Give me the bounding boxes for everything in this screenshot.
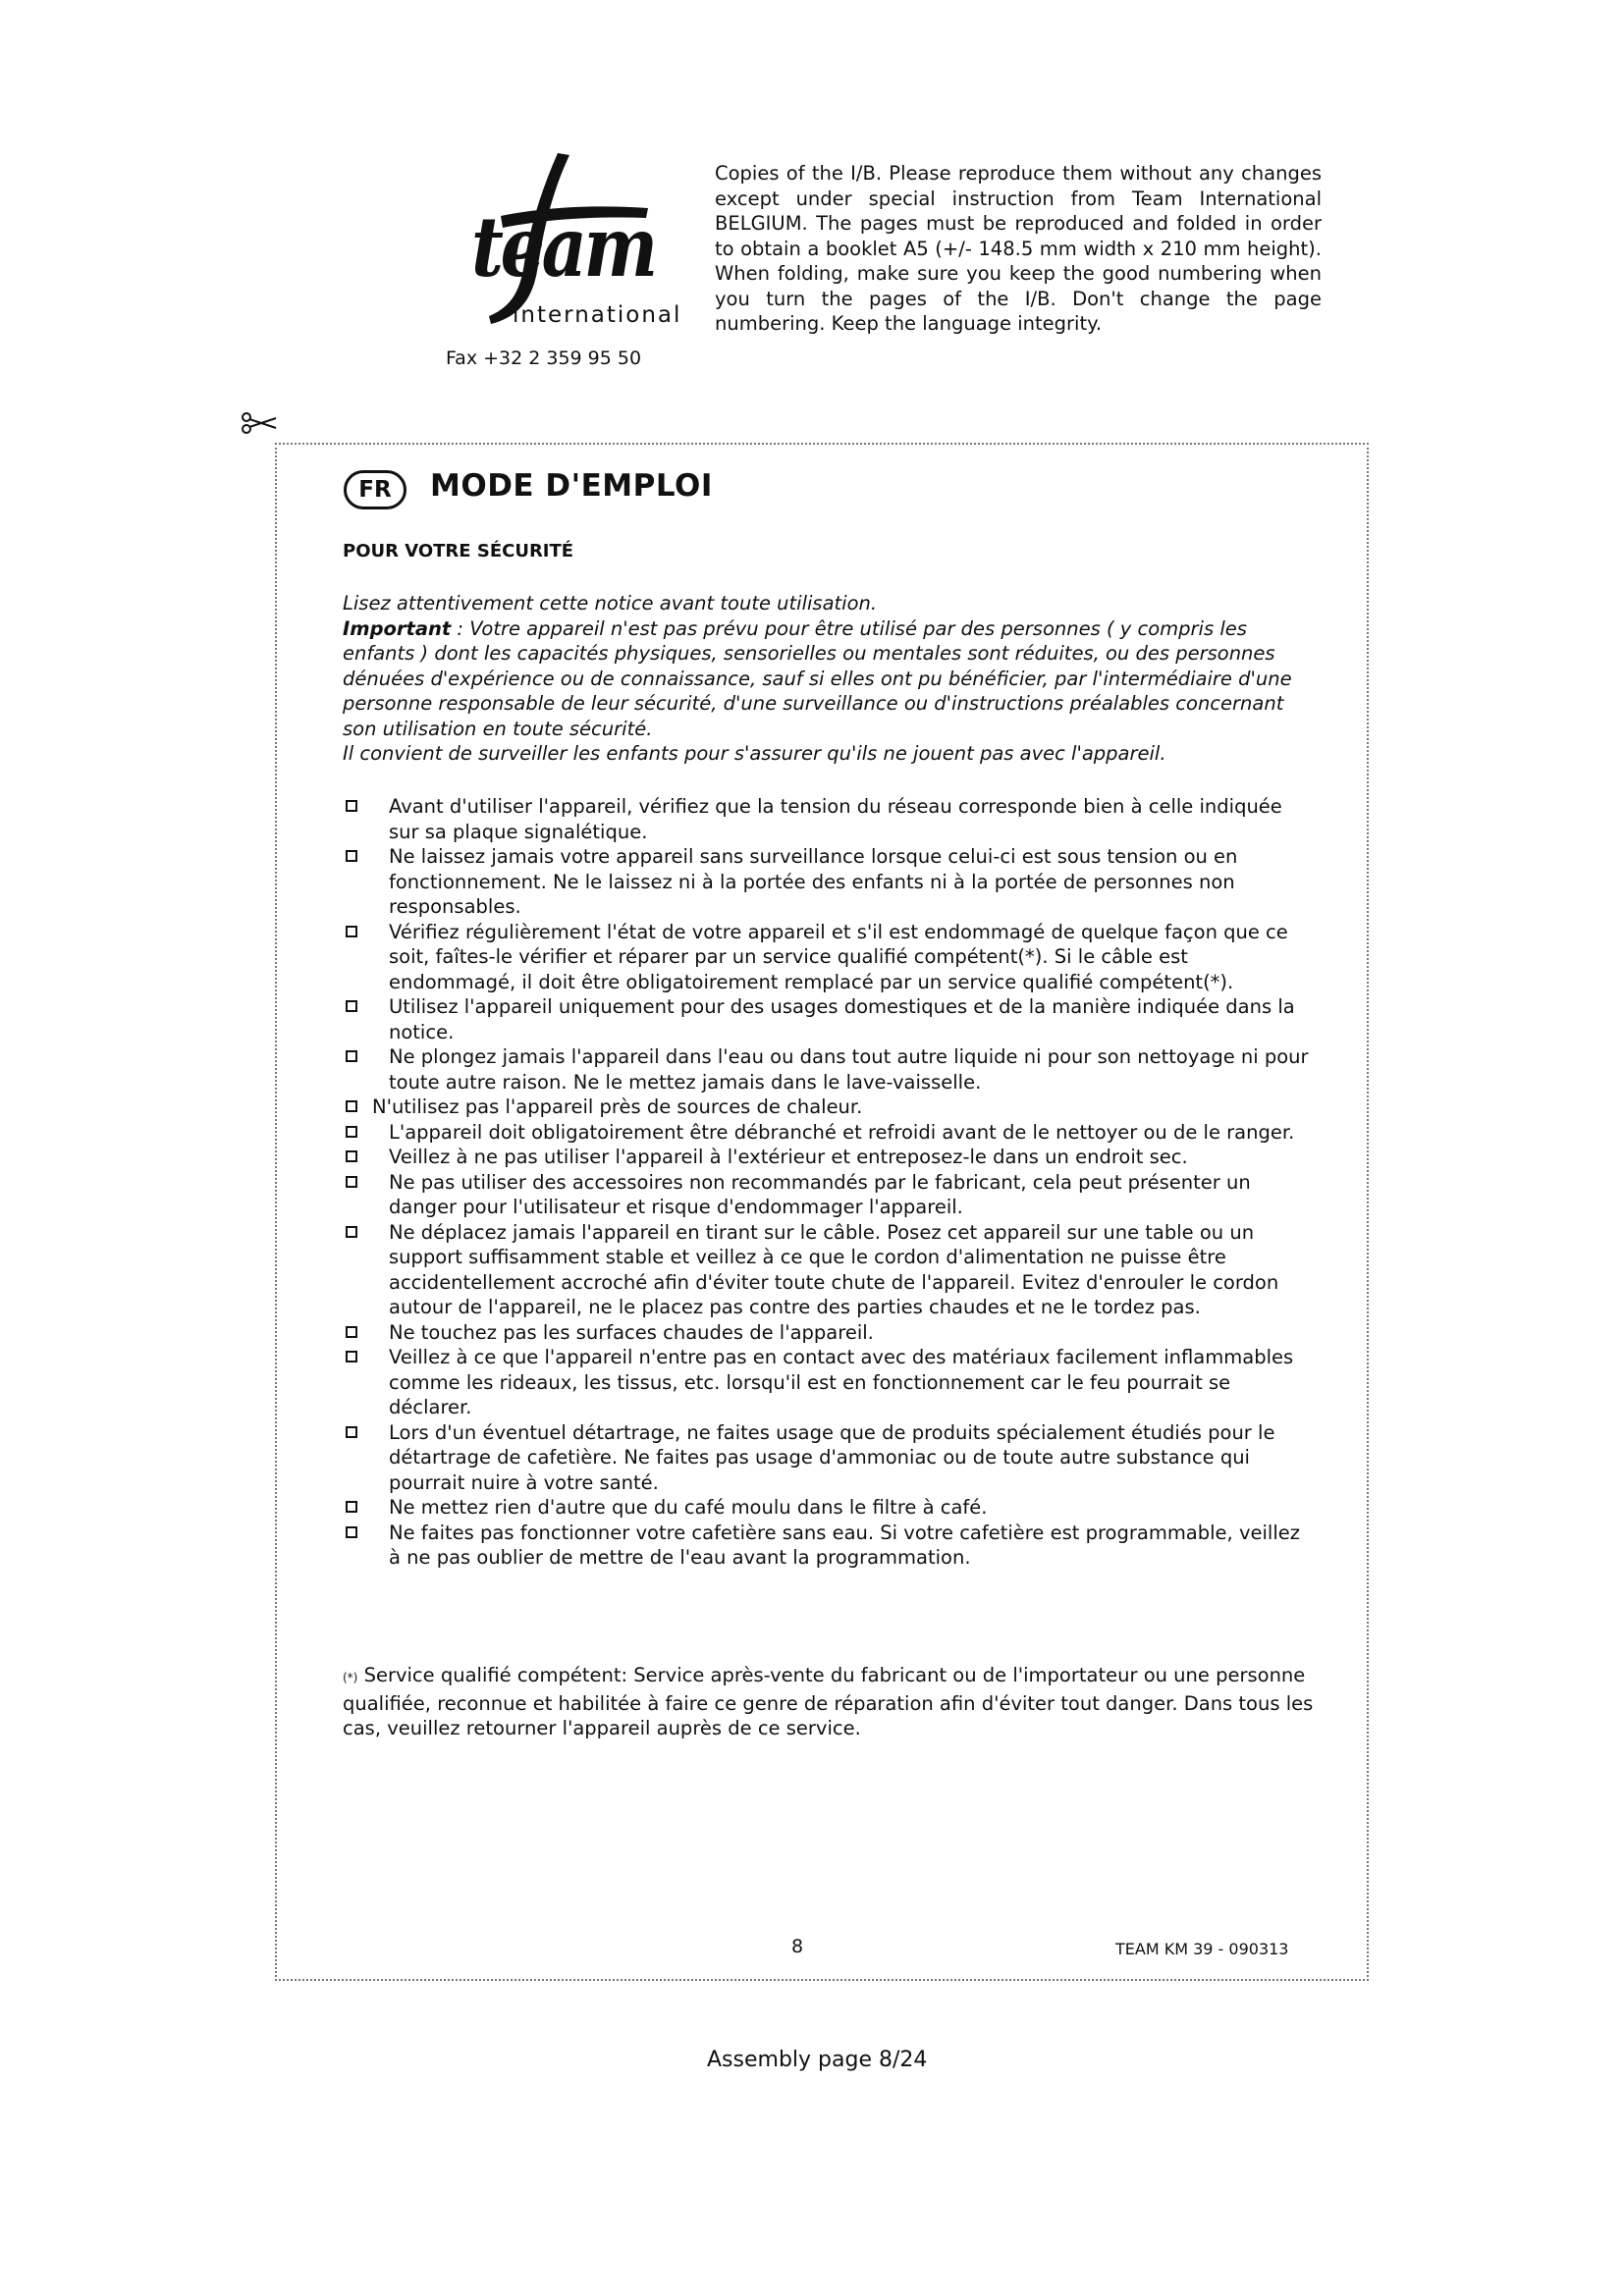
footnote-mark: (*) — [343, 1671, 358, 1684]
list-item — [343, 1120, 1315, 1146]
list-item — [343, 1220, 1315, 1320]
list-item-text: Vérifiez régulièrement l'état de votre appareil et s'il est endommagé de quelque façon que ce soit, faîtes-le vérifier et réparer par un service qualifié compétent(*). Si le câble est endommagé, il doit être obligatoirement remplacé par un service qualifié compétent(*). — [389, 920, 1288, 993]
list-item-text: L'appareil doit obligatoirement être débranché et refroidi avant de le nettoyer ou de le ranger. — [389, 1120, 1295, 1144]
checkbox-icon — [346, 1351, 357, 1362]
list-item — [343, 1044, 1315, 1095]
list-item — [343, 1320, 1315, 1346]
checkbox-icon — [346, 1176, 357, 1188]
list-item-text: N'utilisez pas l'appareil près de sources de chaleur. — [372, 1095, 863, 1118]
important-label: Important — [343, 616, 452, 640]
intro-line: Lisez attentivement cette notice avant toute utilisation. — [343, 592, 878, 614]
logo-word: team — [471, 198, 655, 295]
checkbox-icon — [346, 1126, 357, 1138]
checkbox-icon — [346, 800, 357, 812]
list-item — [343, 794, 1315, 844]
list-item-text: Avant d'utiliser l'appareil, vérifiez que la tension du réseau corresponde bien à celle indiquée sur sa plaque signalétique. — [389, 795, 1282, 843]
list-item-text: Ne mettez rien d'autre que du café moulu dans le filtre à café. — [389, 1496, 988, 1519]
checkbox-icon — [346, 1150, 357, 1162]
important-paragraph — [343, 616, 1315, 742]
checkbox-icon — [346, 1501, 357, 1513]
checkbox-icon — [346, 1426, 357, 1438]
list-item-text: Utilisez l'appareil uniquement pour des usages domestiques et de la manière indiquée dans la notice. — [389, 995, 1295, 1043]
list-item — [343, 920, 1315, 995]
list-item-text: Veillez à ce que l'appareil n'entre pas en contact avec des matériaux facilement inflammables comme les rideaux, les tissus, etc. lorsqu'il est en fonctionnement car le feu pourrait se déclarer. — [389, 1346, 1294, 1418]
important-text: : Votre appareil n'est pas prévu pour être utilisé par des personnes ( y compris les enfants ) dont les capacités physiques, sensorielles ou mentales sont réduites, ou des personnes dénuées d'expérience ou de connaissance, sauf si elles ont pu bénéficier, par l'intermédiaire d'une personne responsable de leur sécurité, d'une surveillance ou d'instructions préalables concernant son utilisation en toute sécurité. — [343, 616, 1292, 740]
checkbox-icon — [346, 850, 357, 862]
list-item — [343, 1345, 1315, 1420]
list-item-text: Lors d'un éventuel détartrage, ne faites usage que de produits spécialement étudiés pour le détartrage de cafetière. Ne faites pas usage d'ammoniac ou de toute autre substance qui pourrait nuire à votre santé. — [389, 1420, 1275, 1494]
checkbox-icon — [346, 1226, 357, 1238]
list-item — [343, 1521, 1315, 1571]
list-item-text: Ne touchez pas les surfaces chaudes de l'appareil. — [389, 1320, 874, 1344]
children-warning: Il convient de surveiller les enfants pour s'assurer qu'ils ne jouent pas avec l'appareil. — [343, 742, 1166, 765]
checkbox-icon — [346, 1526, 357, 1538]
list-item-text: Ne laissez jamais votre appareil sans surveillance lorsque celui-ci est sous tension ou en fonctionnement. Ne le laissez ni à la portée des enfants ni à la portée de personnes non responsables. — [389, 845, 1238, 918]
list-item-text: Ne plongez jamais l'appareil dans l'eau ou dans tout autre liquide ni pour son nettoyage ni pour toute autre raison. Ne le mettez jamais dans le lave-vaisselle. — [389, 1045, 1309, 1094]
section-title: POUR VOTRE SÉCURITÉ — [343, 541, 574, 561]
logo-subtitle: international — [513, 302, 682, 328]
list-item — [343, 1095, 1315, 1120]
footnote-text: Service qualifié compétent: Service après-vente du fabricant ou de l'importateur ou une personne qualifiée, reconnue et habilitée à faire ce genre de réparation afin d'éviter tout danger. Dans tous les cas, veuillez retourner l'appareil auprès de ce service. — [343, 1664, 1314, 1739]
reproduction-instructions: Copies of the I/B. Please reproduce them without any changes except under special instruction from Team International BELGIUM. The pages must be reproduced and folded in order to obtain a booklet A5 (+/- 148.5 mm width x 210 mm height). When folding, make sure you keep the good numbering when you turn the pages of the I/B. Don't change the page numbering. Keep the language integrity. — [715, 162, 1322, 335]
list-item — [343, 1420, 1315, 1496]
list-item-text: Ne pas utiliser des accessoires non recommandés par le fabricant, cela peut présenter un danger pour l'utilisateur et risque d'endommager l'appareil. — [389, 1170, 1251, 1218]
team-logo — [432, 147, 682, 373]
checkbox-icon — [346, 1326, 357, 1338]
language-badge: FR — [344, 470, 406, 509]
page-number: 8 — [791, 1936, 804, 1957]
list-item — [343, 1170, 1315, 1220]
page-title: MODE D'EMPLOI — [430, 468, 713, 504]
scissors-icon — [239, 408, 278, 438]
assembly-page-label: Assembly page 8/24 — [707, 2048, 928, 2072]
safety-intro — [343, 591, 1315, 767]
list-item — [343, 1495, 1315, 1521]
document-code: TEAM KM 39 - 090313 — [1115, 1940, 1289, 1958]
list-item-text: Veillez à ne pas utiliser l'appareil à l'extérieur et entreposez-le dans un endroit sec. — [389, 1146, 1188, 1168]
list-item — [343, 1145, 1315, 1170]
safety-list — [343, 794, 1315, 1571]
fax-number: Fax +32 2 359 95 50 — [446, 347, 642, 369]
checkbox-icon — [346, 926, 357, 937]
service-footnote — [343, 1663, 1315, 1741]
list-item — [343, 994, 1315, 1044]
list-item-text: Ne déplacez jamais l'appareil en tirant sur le câble. Posez cet appareil sur une table ou un support suffisamment stable et veillez à ce que le cordon d'alimentation ne puisse être accidentellement accroché afin d'éviter toute chute de l'appareil. Evitez d'enrouler le cordon autour de l'appareil, ne le placez pas contre des parties chaudes et ne le tordez pas. — [389, 1220, 1279, 1318]
checkbox-icon — [346, 1000, 357, 1012]
checkbox-icon — [346, 1050, 357, 1062]
list-item — [343, 844, 1315, 920]
checkbox-icon — [346, 1100, 357, 1112]
list-item-text: Ne faites pas fonctionner votre cafetière sans eau. Si votre cafetière est programmable, veillez à ne pas oublier de mettre de l'eau avant la programmation. — [389, 1521, 1300, 1569]
